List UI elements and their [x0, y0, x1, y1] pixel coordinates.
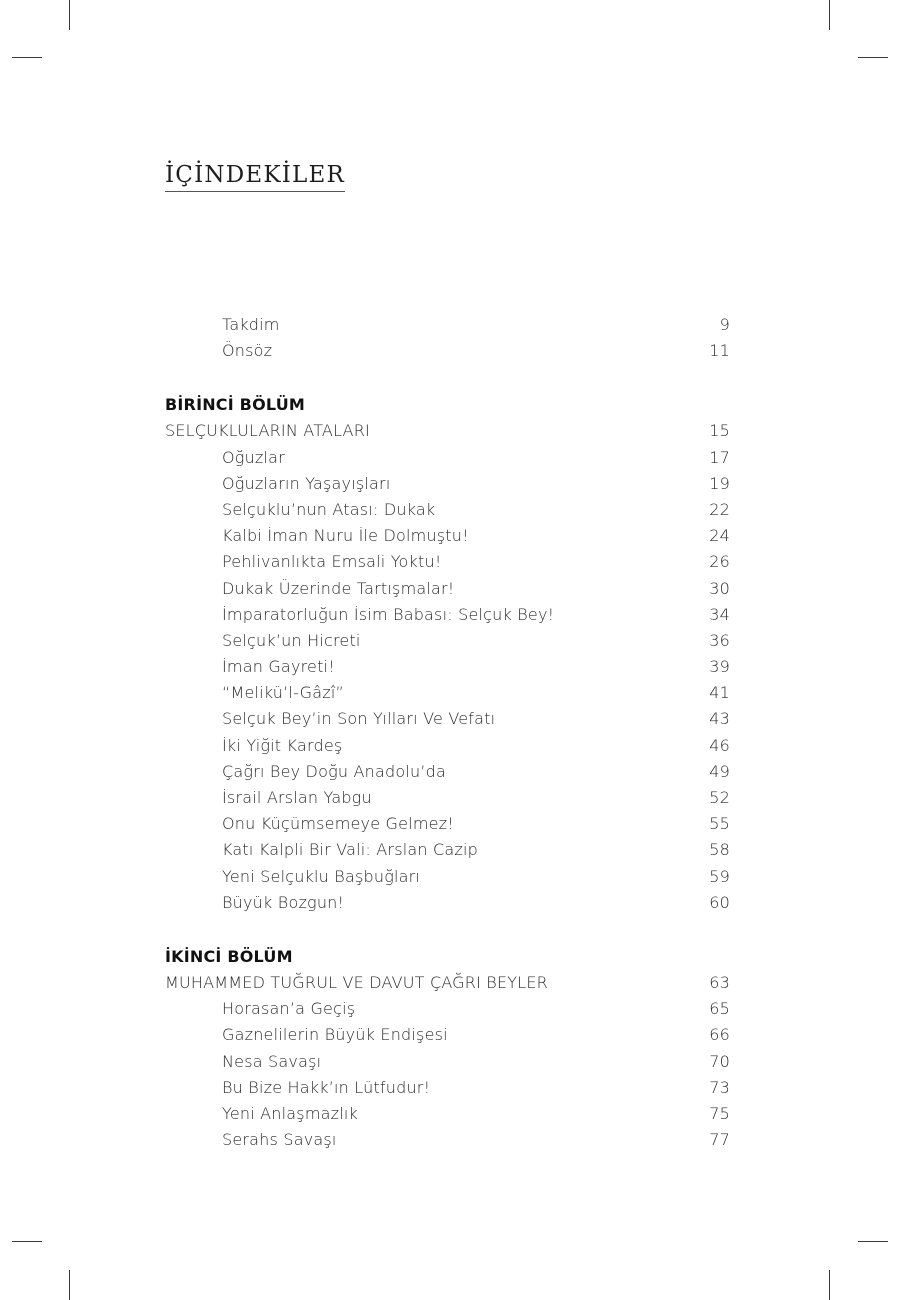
toc-entry-page: 36: [709, 630, 730, 650]
part-label: BİRİNCİ BÖLÜM: [165, 395, 306, 415]
toc-chapter-page: 63: [709, 972, 730, 992]
toc-entry-page: 52: [709, 788, 730, 807]
toc-entry-page: 24: [709, 526, 730, 546]
toc-entry[interactable]: [165, 312, 730, 338]
toc-entry[interactable]: [165, 1127, 730, 1153]
toc-entry-page: 11: [709, 341, 730, 361]
toc-entry-title: Horasan’a Geçiş: [222, 999, 356, 1019]
toc-entry[interactable]: [165, 549, 730, 575]
toc-entry-page: 73: [709, 1077, 730, 1097]
toc-entry-title: Onu Küçümsemeye Gelmez!: [222, 814, 454, 834]
toc-chapter[interactable]: [165, 970, 730, 996]
toc-entry-title: Önsöz: [222, 341, 273, 361]
toc-entry-page: 55: [709, 814, 730, 834]
toc-entry-title: İki Yiğit Kardeş: [222, 735, 343, 755]
toc-entry-title: Kalbi İman Nuru İle Dolmuştu!: [222, 526, 469, 546]
toc-entry-title: Selçuk Bey’in Son Yılları Ve Vefatı: [222, 709, 496, 729]
toc-entry-page: 65: [709, 999, 730, 1019]
toc-entry-page: 46: [709, 735, 730, 755]
toc-entry[interactable]: [165, 1075, 730, 1101]
toc-entry-title: İsrail Arslan Yabgu: [222, 788, 372, 807]
toc-entry-page: 77: [709, 1130, 730, 1150]
toc-entry[interactable]: [165, 1049, 730, 1075]
toc-entry[interactable]: [165, 445, 730, 471]
toc-entry-title: Oğuzlar: [222, 447, 285, 467]
toc-entry[interactable]: [165, 338, 730, 364]
toc-entry-title: İman Gayreti!: [222, 657, 335, 677]
toc-entry-page: 66: [709, 1025, 730, 1045]
toc-chapter-page: 15: [709, 421, 730, 441]
toc-entry-page: 49: [709, 761, 730, 781]
toc-entry-title: Takdim: [222, 315, 280, 334]
toc-entry[interactable]: [165, 811, 730, 837]
toc-chapter-title: SELÇUKLULARIN ATALARI: [165, 421, 370, 441]
crop-mark-right-top: [858, 57, 888, 58]
toc-chapter-title: MUHAMMED TUĞRUL VE DAVUT ÇAĞRI BEYLER: [165, 972, 549, 992]
crop-mark-left-bottom: [12, 1241, 42, 1242]
toc-entry[interactable]: [165, 497, 730, 523]
crop-mark-left-top: [12, 57, 42, 58]
toc-entry[interactable]: [165, 837, 730, 863]
toc-entry-page: 41: [709, 683, 730, 703]
toc-entry-title: Katı Kalpli Bir Vali: Arslan Cazip: [222, 840, 478, 860]
part-label: İKİNCİ BÖLÜM: [165, 946, 293, 966]
toc-entry-page: 26: [709, 552, 730, 572]
toc-entry[interactable]: [165, 785, 730, 811]
toc-entry-title: İmparatorluğun İsim Babası: Selçuk Bey!: [222, 604, 555, 624]
toc-entry-page: 58: [709, 840, 730, 860]
toc-entry-title: Büyük Bozgun!: [222, 892, 345, 912]
toc-entry-page: 30: [709, 578, 730, 598]
crop-mark-right-bottom: [858, 1241, 888, 1242]
crop-mark-bottom-right: [829, 1270, 830, 1300]
toc-entry-page: 22: [709, 499, 730, 519]
section-spacer: [165, 364, 730, 392]
toc-entry-title: Pehlivanlıkta Emsali Yoktu!: [222, 552, 442, 572]
toc-entry-title: Çağrı Bey Doğu Anadolu’da: [222, 761, 446, 781]
page-title: İÇİNDEKİLER: [165, 162, 345, 192]
toc-entry-title: Dukak Üzerinde Tartışmalar!: [222, 578, 455, 598]
toc-entry-title: Bu Bize Hakk’ın Lütfudur!: [222, 1077, 431, 1097]
crop-mark-top-left: [69, 0, 70, 30]
toc-chapter[interactable]: [165, 418, 730, 444]
toc-entry[interactable]: [165, 654, 730, 680]
toc-entry-page: 43: [709, 709, 730, 729]
toc-entry[interactable]: [165, 628, 730, 654]
section-spacer: [165, 916, 730, 944]
toc-entry[interactable]: [165, 576, 730, 602]
toc-entry[interactable]: [165, 602, 730, 628]
toc-entry-title: Serahs Savaşı: [222, 1130, 337, 1150]
toc-entry[interactable]: [165, 680, 730, 706]
toc-entry-title: Nesa Savaşı: [222, 1051, 322, 1071]
toc-entry-page: 34: [709, 604, 730, 624]
toc-entry[interactable]: [165, 1022, 730, 1048]
toc-entry[interactable]: [165, 890, 730, 916]
toc-entry-page: 39: [709, 657, 730, 677]
toc-entry-title: Oğuzların Yaşayışları: [222, 473, 391, 493]
toc-entry[interactable]: [165, 759, 730, 785]
toc-entry[interactable]: [165, 471, 730, 497]
toc-entry-page: 75: [709, 1103, 730, 1123]
toc-entry-title: Yeni Anlaşmazlık: [222, 1103, 358, 1123]
table-of-contents: [165, 312, 730, 1153]
crop-mark-bottom-left: [69, 1270, 70, 1300]
toc-entry-page: 19: [709, 473, 730, 493]
toc-entry[interactable]: [165, 523, 730, 549]
toc-entry-title: Selçuklu’nun Atası: Dukak: [222, 499, 436, 519]
toc-entry-title: Selçuk’un Hicreti: [222, 630, 361, 650]
toc-entry[interactable]: [165, 1101, 730, 1127]
toc-entry-page: 59: [709, 866, 730, 886]
crop-mark-top-right: [829, 0, 830, 30]
toc-entry[interactable]: [165, 706, 730, 732]
toc-entry-page: 70: [709, 1051, 730, 1071]
toc-entry[interactable]: [165, 864, 730, 890]
toc-entry-title: Gaznelilerin Büyük Endişesi: [222, 1025, 448, 1045]
toc-entry-page: 60: [709, 892, 730, 912]
toc-entry[interactable]: [165, 733, 730, 759]
toc-entry-page: 9: [719, 315, 730, 334]
toc-entry-title: “Melikü’l-Gâzî”: [222, 683, 344, 703]
toc-entry-title: Yeni Selçuklu Başbuğları: [222, 866, 421, 886]
toc-entry-page: 17: [709, 447, 730, 467]
toc-entry[interactable]: [165, 996, 730, 1022]
